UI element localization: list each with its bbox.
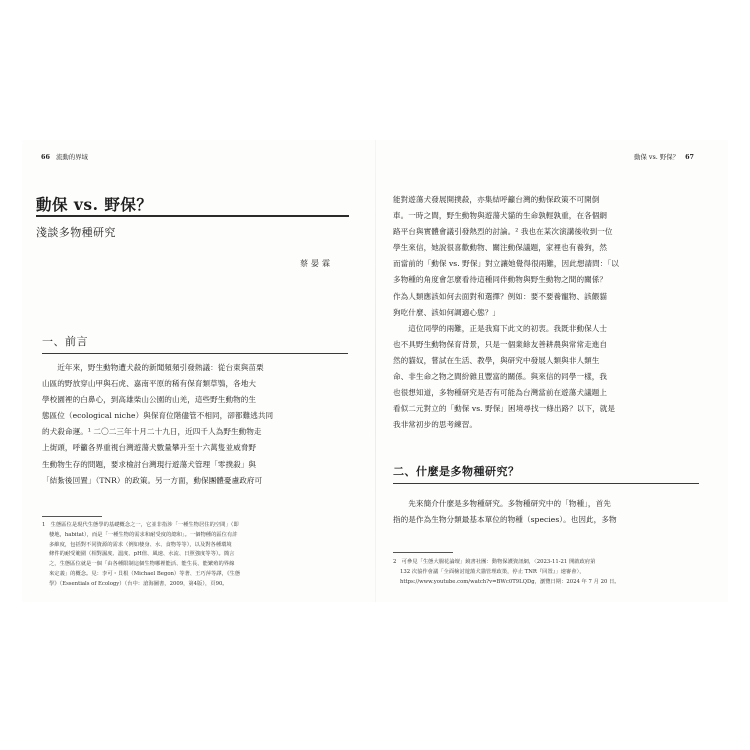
right-page-number: 67 [685,153,694,161]
footnote-1 [42,521,352,590]
footnote-line: https://www.youtube.com/watch?v=BWc0T9LQDg，瀏覽日期：2024 年 7 月 20 日。 [393,578,620,585]
body-text-right-1 [393,192,703,433]
text-line: 態區位（ecological niche）與保育位階儘管不相同，卻都難逃共同 [42,411,274,421]
text-line: 「結紮後回置」（TNR）的政策。另一方面，動保團體憂慮政府可 [42,475,263,485]
running-chapter-title: 動保 vs. 野保？ [634,153,680,161]
footnote-line: 2 可參見「生態大腸花論壇」鏡書社團：動物保護資訊網，〈2023-11-21 開啟政府第 [393,559,596,565]
footnote-line: 條件的耐受範圍（相對濕度、溫度、pH值、風速、水流、日照強度等等）。簡言 [42,551,235,558]
text-line: 近年來，野生動物遭犬殺的新聞頻頻引發熱議：從台東與苗栗 [42,363,264,372]
text-line: 作為人類應該如何去面對和選擇？例如：要不要養寵物、該餵貓 [393,291,608,301]
left-page [22,140,375,602]
book-title: 流動的界域 [55,153,88,161]
section-heading-1: 一、前言 [42,335,88,348]
body-text-right-2 [393,496,703,528]
chapter-title: 動保 vs. 野保？ [36,195,153,214]
text-line: 而當前的「動保 vs. 野保」對立讓她覺得很兩難，因此想請問：「以 [393,259,619,269]
text-line: 多物種的角度會怎麼看待這種同伴動物與野生動物之間的關係？ [393,275,608,285]
text-line: 先來簡介什麼是多物種研究。多物種研究中的「物種」，首先 [393,499,611,508]
section-rule-2 [393,483,699,484]
author-name: 蔡晏霖 [300,259,333,268]
text-line: 指的是作為生物分類最基本單位的物種（species）。也因此，多物 [393,515,617,525]
text-line: 也不具野生動物保育背景，只是一個業餘友善耕農與常常走進自 [393,339,608,349]
text-line: 的犬殺命運。¹ 二〇二三年十月二十九日，近四千人為野生動物走 [42,427,262,437]
book-spread [22,140,728,602]
footnote-2 [393,558,705,587]
footnote-line: 來定義」的概念。見：李可・貝根（Michael Begon）等著、王巧萍等譯，《生態 [42,570,241,577]
left-page-number: 66 [41,153,50,161]
chapter-subtitle: 淺談多物種研究 [36,226,116,239]
text-line: 然的貓奴，嘗試在生活、教學，與研究中發展人類與非人類生 [393,355,600,365]
section-heading-2: 二、什麼是多物種研究？ [393,465,520,478]
text-line: 學生來信，她說很喜歡動物、關注動保議題，家裡也有養狗，然 [393,243,608,253]
text-line: 我非常初步的思考練習。 [393,420,478,430]
footnote-line: 多維度，包括對不同資源的需求（例如棲身、水、食物等等），以及對各種環境 [42,541,232,548]
title-rule [36,215,349,217]
footnote-rule-right [393,552,453,553]
text-line: 車。一時之間，野生動物與遊蕩犬貓的生命孰輕孰重，在各個網 [393,211,608,221]
text-line: 學校園裡的白鼻心，到高雄柴山公園的山羌，這些野生動物的生 [42,395,257,405]
text-line: 山區的野放穿山甲與石虎、嘉南平原的稀有保育類草鴞，各地大 [42,379,257,389]
footnote-line: 1 生態區位是現代生態學的基礎概念之一，它並非指涉「一種生物居住的空間」（即 [42,522,239,528]
text-line: 路平台與實體會議引發熱烈的討論。² 我也在某次演講後收到一位 [393,227,613,237]
section-rule-1 [42,353,348,354]
right-running-head [634,153,698,161]
text-line: 上街頭，呼籲各界重視台灣遊蕩犬數量攀升至十六萬隻並威脅野 [42,443,257,453]
text-line: 能對遊蕩犬發展開撲殺，亦集結呼籲台灣的動保政策不可開倒 [393,195,600,204]
right-page [376,140,728,602]
text-line: 也很想知道，多物種研究是否有可能為台灣當前在遊蕩犬議題上 [393,388,608,398]
footnote-line: 132 次協作會議「全面檢討遊蕩犬貓管理政策，停止 TNR『回置』」速審會〉， [393,568,585,575]
footnote-line: 棲地，habitat），而是「一種生物的需求和耐受度的總和」。一個物種的區位有許 [42,531,238,538]
text-line: 這位同學的兩難，正是我寫下此文的初衷。我既非動保人士 [393,323,608,333]
text-line: 看似二元對立的「動保 vs. 野保」困境尋找一條出路？以下，就是 [393,404,616,414]
body-text-left [42,360,348,489]
text-line: 命、非生命之物之間紛雜且豐富的關係。與來信的同學一樣，我 [393,372,608,382]
footnote-line: 學》（Essentials of Ecology）（台中：滄海圖書，2009，第4版），頁90。 [42,580,228,587]
text-line: 生動物生存的問題，要求檢討台灣現行遊蕩犬管理「零撲殺」與 [42,459,257,469]
text-line: 狗吃什麼、該如何調適心態？」 [393,307,501,317]
left-running-head [37,153,88,161]
footnote-rule-left [42,516,102,517]
footnote-line: 之，生態區位就是一個「由各種限制這個生物哪裡能活、能生長、能繁殖的界線 [42,561,235,568]
